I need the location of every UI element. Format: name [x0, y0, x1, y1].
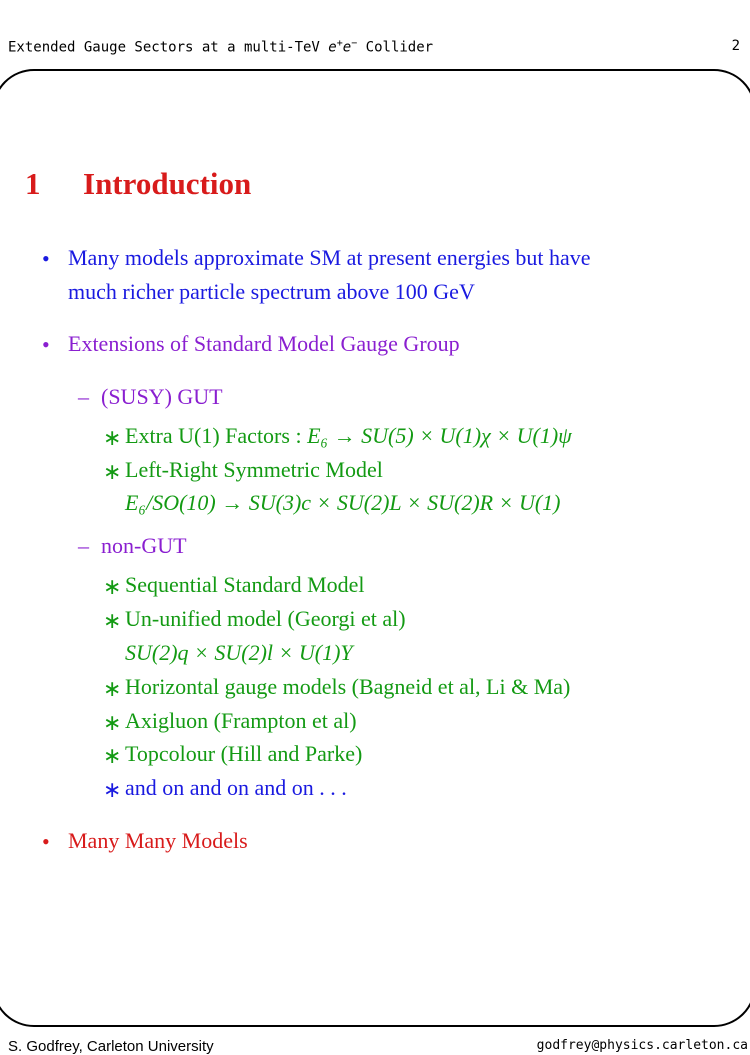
star-marker: ∗: [103, 676, 122, 701]
bullet-text: Many models approximate SM at present energies but have: [68, 245, 591, 270]
bullet-marker: •: [42, 829, 50, 854]
bullet-marker: •: [42, 332, 50, 357]
section-number: 1: [25, 166, 41, 201]
sub-sub-item-text: Un-unified model (Georgi et al): [125, 606, 406, 631]
star-marker: ∗: [103, 777, 122, 802]
math-formula: SU(2)q × SU(2)l × U(1)Y: [125, 640, 353, 665]
header-title: Extended Gauge Sectors at a multi-TeV e+e− Collider: [8, 38, 434, 56]
star-marker: ∗: [103, 459, 122, 484]
sub-sub-item-text: Topcolour (Hill and Parke): [125, 741, 363, 766]
sub-item-text: non-GUT: [101, 533, 187, 558]
star-marker: ∗: [103, 710, 122, 735]
sub-sub-item-text: Left-Right Symmetric Model: [125, 457, 383, 482]
bullet-marker: •: [42, 246, 50, 271]
sub-sub-item-text: Horizontal gauge models (Bagneid et al, Li & Ma): [125, 674, 571, 699]
star-marker: ∗: [103, 743, 122, 768]
running-footer: [8, 1038, 748, 1055]
sub-sub-item-text: Sequential Standard Model: [125, 572, 365, 597]
sub-sub-item-text: Extra U(1) Factors :: [125, 423, 308, 448]
sub-sub-item-text: Axigluon (Frampton et al): [125, 708, 357, 733]
star-marker: ∗: [103, 425, 122, 450]
bullet-text: Extensions of Standard Model Gauge Group: [68, 331, 460, 356]
sub-item-text: (SUSY) GUT: [101, 384, 223, 409]
star-marker: ∗: [103, 574, 122, 599]
footer-email: godfrey@physics.carleton.ca: [536, 1038, 748, 1053]
sub-sub-item: [125, 423, 572, 449]
dash-marker: –: [78, 384, 89, 409]
section-title: Introduction: [83, 166, 252, 201]
math-formula: E₆/SO(10) → SU(3)c × SU(2)L × SU(2)R × U(1): [125, 490, 561, 515]
dash-marker: –: [78, 533, 89, 558]
page-number: 2: [731, 38, 740, 54]
star-marker: ∗: [103, 608, 122, 633]
bullet-text: much richer particle spectrum above 100 GeV: [68, 279, 475, 304]
footer-author: S. Godfrey, Carleton University: [8, 1038, 214, 1055]
sub-sub-item-text: and on and on and on . . .: [125, 775, 347, 800]
bullet-text: Many Many Models: [68, 828, 248, 853]
math-formula: E₆ → SU(5) × U(1)χ × U(1)ψ: [307, 423, 572, 448]
